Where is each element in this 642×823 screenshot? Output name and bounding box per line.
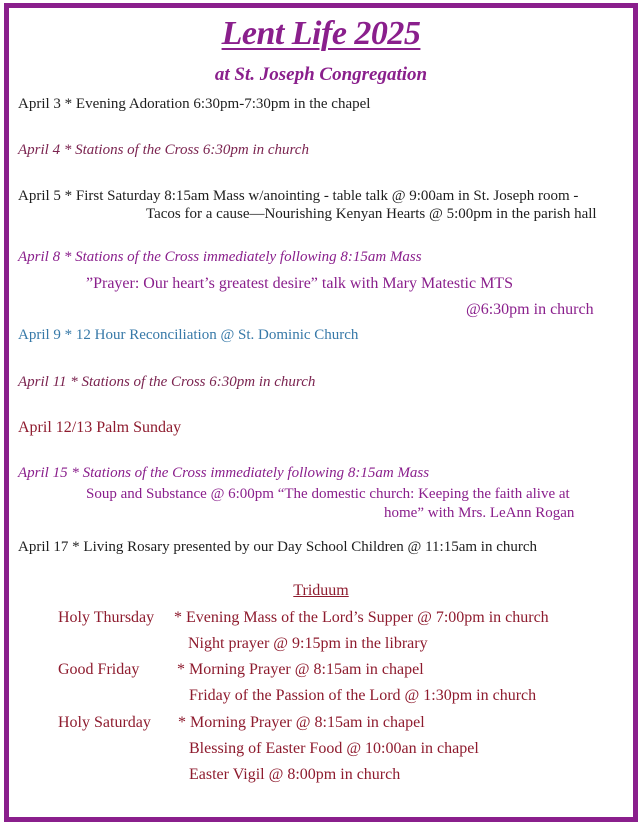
event-april-15-line1: April 15 * Stations of the Cross immediately following 8:15am Mass xyxy=(18,465,430,481)
holy-thursday-line1: * Evening Mass of the Lord’s Supper @ 7:00pm in church xyxy=(174,609,549,626)
event-april-15-line2: Soup and Substance @ 6:00pm “The domestic church: Keeping the faith alive at xyxy=(86,486,570,502)
event-april-8-line1: April 8 * Stations of the Cross immediately following 8:15am Mass xyxy=(18,249,422,265)
holy-saturday-line1: * Morning Prayer @ 8:15am in chapel xyxy=(178,714,425,731)
holy-saturday-day: Holy Saturday xyxy=(58,714,151,731)
good-friday-line1: * Morning Prayer @ 8:15am in chapel xyxy=(177,661,424,678)
event-april-17: April 17 * Living Rosary presented by our Day School Children @ 11:15am in church xyxy=(18,539,538,555)
holy-saturday-line3: Easter Vigil @ 8:00pm in church xyxy=(189,766,401,783)
holy-thursday-day: Holy Thursday xyxy=(58,609,155,626)
triduum-heading: Triduum xyxy=(293,582,349,599)
event-april-5-line2: Tacos for a cause—Nourishing Kenyan Hearts @ 5:00pm in the parish hall xyxy=(146,206,597,222)
event-april-5-line1: April 5 * First Saturday 8:15am Mass w/anointing - table talk @ 9:00am in St. Joseph room - xyxy=(18,188,579,204)
good-friday-line2: Friday of the Passion of the Lord @ 1:30pm in church xyxy=(189,687,537,704)
event-april-4: April 4 * Stations of the Cross 6:30pm in church xyxy=(18,142,309,158)
event-april-8-line2: ”Prayer: Our heart’s greatest desire” talk with Mary Matestic MTS xyxy=(86,275,513,292)
event-april-12-13: April 12/13 Palm Sunday xyxy=(18,419,182,436)
page-subtitle: at St. Joseph Congregation xyxy=(214,64,428,85)
page-title: Lent Life 2025 xyxy=(221,15,421,52)
event-april-9: April 9 * 12 Hour Reconciliation @ St. Dominic Church xyxy=(18,327,359,343)
event-april-8-line3: @6:30pm in church xyxy=(466,301,594,318)
event-april-15-line3: home” with Mrs. LeAnn Rogan xyxy=(384,505,575,521)
event-april-11: April 11 * Stations of the Cross 6:30pm in church xyxy=(18,374,316,390)
holy-saturday-line2: Blessing of Easter Food @ 10:00an in chapel xyxy=(189,740,479,757)
holy-thursday-line2: Night prayer @ 9:15pm in the library xyxy=(188,635,428,652)
good-friday-day: Good Friday xyxy=(58,661,140,678)
event-april-3: April 3 * Evening Adoration 6:30pm-7:30pm in the chapel xyxy=(18,96,371,112)
